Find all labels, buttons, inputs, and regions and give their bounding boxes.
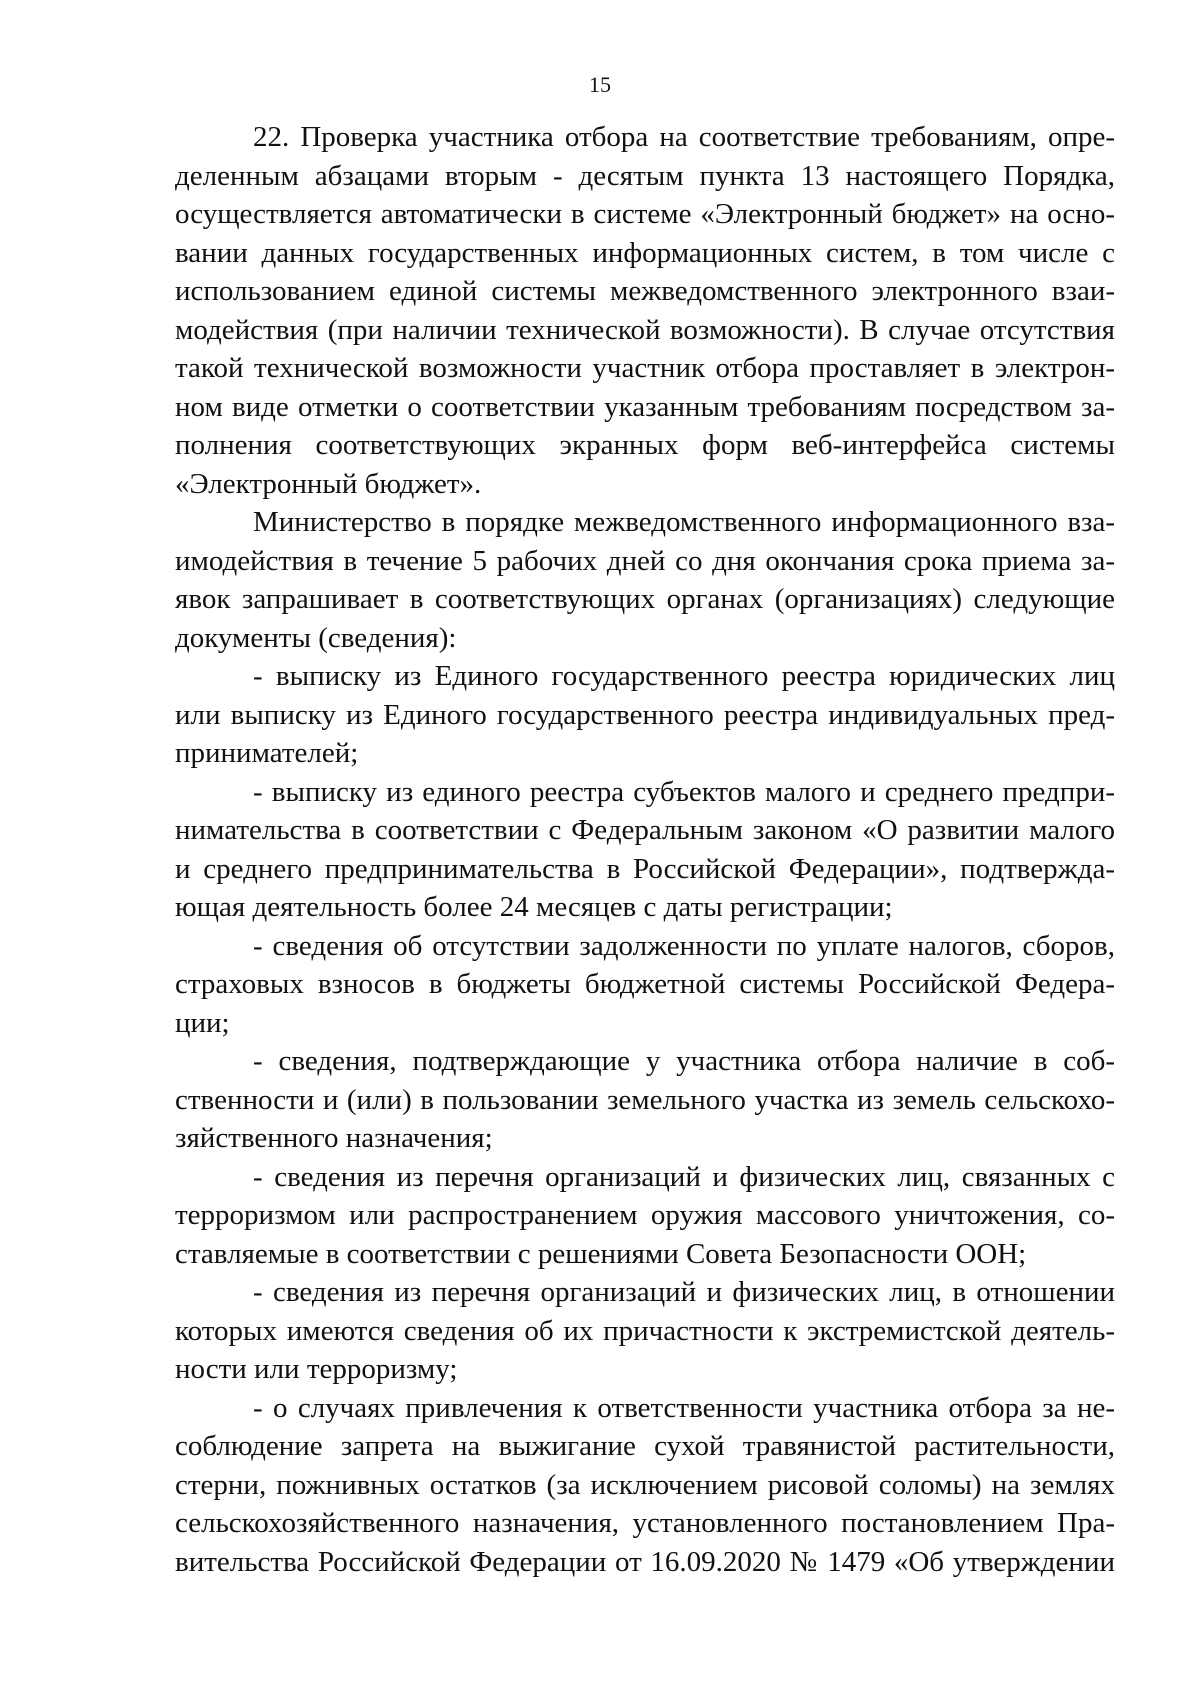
- text-line: модействия (при наличии технической возможности). В случае отсутствия: [175, 313, 1115, 346]
- text-line: полнения соответствующих экранных форм веб-интерфейса системы: [175, 429, 1115, 461]
- text-line: вании данных государственных информационных систем, в том числе с: [175, 236, 1115, 269]
- document-body: [175, 118, 1115, 1581]
- text-line: такой технической возможности участник отбора проставляет в электрон-: [175, 352, 1115, 384]
- text-line: осуществляется автоматически в системе «Электронный бюджет» на осно-: [175, 198, 1115, 230]
- text-line: стерни, пожнивных остатков (за исключением рисовой соломы) на землях: [175, 1468, 1115, 1501]
- text-line: терроризмом или распространением оружия массового уничтожения, со-: [175, 1199, 1115, 1231]
- text-line: страховых взносов в бюджеты бюджетной системы Российской Федера-: [175, 968, 1115, 1000]
- text-line: зяйственного назначения;: [175, 1122, 493, 1154]
- text-line: использованием единой системы межведомственного электронного взаи-: [175, 275, 1115, 307]
- text-line: Министерство в порядке межведомственного информационного вза-: [253, 506, 1115, 538]
- text-line: - сведения об отсутствии задолженности по уплате налогов, сборов,: [253, 929, 1115, 962]
- text-line: ности или терроризму;: [175, 1353, 458, 1385]
- text-line: нимательства в соответствии с Федеральным законом «О развитии малого: [175, 814, 1115, 846]
- text-line: вительства Российской Федерации от 16.09.2020 № 1479 «Об утверждении: [175, 1545, 1115, 1578]
- text-line: - сведения из перечня организаций и физических лиц, связанных с: [253, 1160, 1115, 1193]
- text-line: ставляемые в соответствии с решениями Совета Безопасности ООН;: [175, 1237, 1027, 1270]
- page-number: 15: [589, 72, 611, 97]
- text-line: «Электронный бюджет».: [175, 467, 482, 500]
- text-line: документы (сведения):: [175, 621, 457, 654]
- text-line: ном виде отметки о соответствии указанным требованиям посредством за-: [175, 390, 1115, 423]
- text-line: и среднего предпринимательства в Российской Федерации», подтвержда-: [175, 852, 1115, 885]
- text-line: сельскохозяйственного назначения, установленного постановлением Пра-: [175, 1507, 1115, 1539]
- text-line: которых имеются сведения об их причастности к экстремистской деятель-: [175, 1314, 1115, 1347]
- text-line: - сведения из перечня организаций и физических лиц, в отношении: [253, 1276, 1115, 1308]
- text-line: деленным абзацами вторым - десятым пункта 13 настоящего Порядка,: [175, 159, 1115, 192]
- text-line: - сведения, подтверждающие у участника отбора наличие в соб-: [253, 1045, 1115, 1077]
- text-line: имодействия в течение 5 рабочих дней со дня окончания срока приема за-: [175, 544, 1115, 577]
- text-line: принимателей;: [175, 737, 359, 769]
- text-line: соблюдение запрета на выжигание сухой травянистой растительности,: [175, 1430, 1115, 1462]
- text-line: - выписку из Единого государственного реестра юридических лиц: [253, 660, 1115, 692]
- text-line: - о случаях привлечения к ответственности участника отбора за не-: [253, 1391, 1115, 1424]
- text-line: явок запрашивает в соответствующих органах (организациях) следующие: [175, 583, 1115, 615]
- text-line: 22. Проверка участника отбора на соответствие требованиям, опре-: [253, 121, 1115, 153]
- text-line: или выписку из Единого государственного реестра индивидуальных пред-: [175, 698, 1115, 731]
- text-line: ственности и (или) в пользовании земельного участка из земель сельскохо-: [175, 1083, 1115, 1116]
- text-line: ющая деятельность более 24 месяцев с даты регистрации;: [175, 891, 893, 923]
- text-line: - выписку из единого реестра субъектов малого и среднего предпри-: [253, 775, 1115, 808]
- text-line: ции;: [175, 1006, 230, 1039]
